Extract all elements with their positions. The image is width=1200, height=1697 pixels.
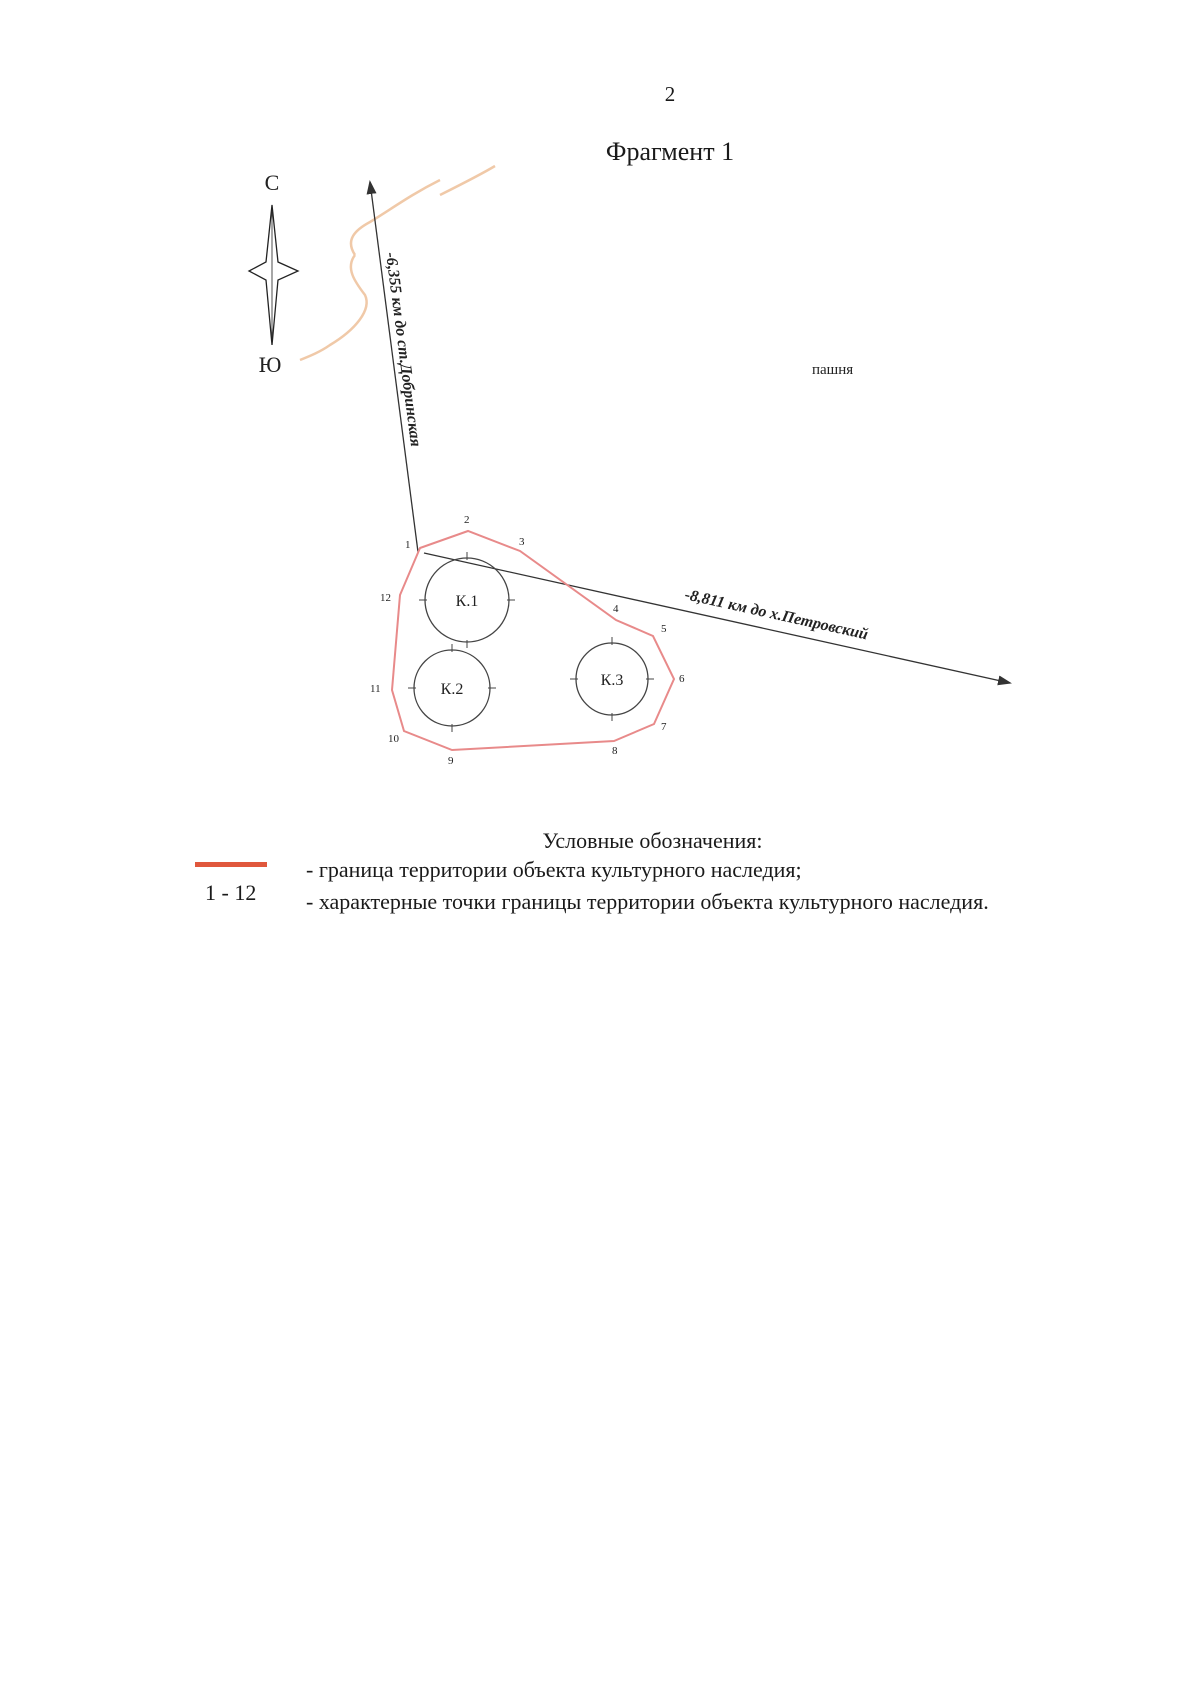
road-label-petrovsky: -8,811 км до х.Петровский <box>683 586 870 644</box>
mound-k2-label: К.2 <box>440 681 464 698</box>
page-number: 2 <box>664 82 676 106</box>
boundary-point-label: 6 <box>679 673 685 685</box>
legend-title: Условные обозначения: <box>542 828 763 853</box>
boundary-point-label: 9 <box>448 755 454 767</box>
road-arrow-petrovsky <box>424 553 1010 683</box>
boundary-point-label: 4 <box>613 603 619 615</box>
fragment-title: Фрагмент 1 <box>605 137 735 166</box>
mound-k1-label: К.1 <box>455 593 479 610</box>
legend-boundary-text: - граница территории объекта культурного наследия; <box>306 857 802 882</box>
boundary-point-label: 5 <box>661 623 667 635</box>
compass-north-label: С <box>264 170 280 195</box>
legend-boundary-swatch <box>195 862 267 867</box>
legend-points-range: 1 - 12 <box>205 880 257 905</box>
compass-rose-icon <box>249 205 298 345</box>
land-label-arable: пашня <box>812 362 854 378</box>
road-label-dobrinskaya: -6,355 км до ст.Добринская <box>382 251 425 448</box>
boundary-point-label: 10 <box>388 733 399 745</box>
boundary-point-label: 2 <box>464 514 470 526</box>
boundary-point-label: 7 <box>661 721 667 733</box>
legend-points-text: - характерные точки границы территории объекта культурного наследия. <box>306 889 989 914</box>
boundary-point-label: 3 <box>519 536 525 548</box>
compass-south-label: Ю <box>258 352 282 377</box>
boundary-point-label: 8 <box>612 745 618 757</box>
heritage-boundary <box>392 531 674 750</box>
mound-k3-label: К.3 <box>600 672 624 689</box>
boundary-point-label: 11 <box>370 683 381 695</box>
boundary-point-label: 12 <box>380 592 391 604</box>
boundary-point-label: 1 <box>405 539 411 551</box>
